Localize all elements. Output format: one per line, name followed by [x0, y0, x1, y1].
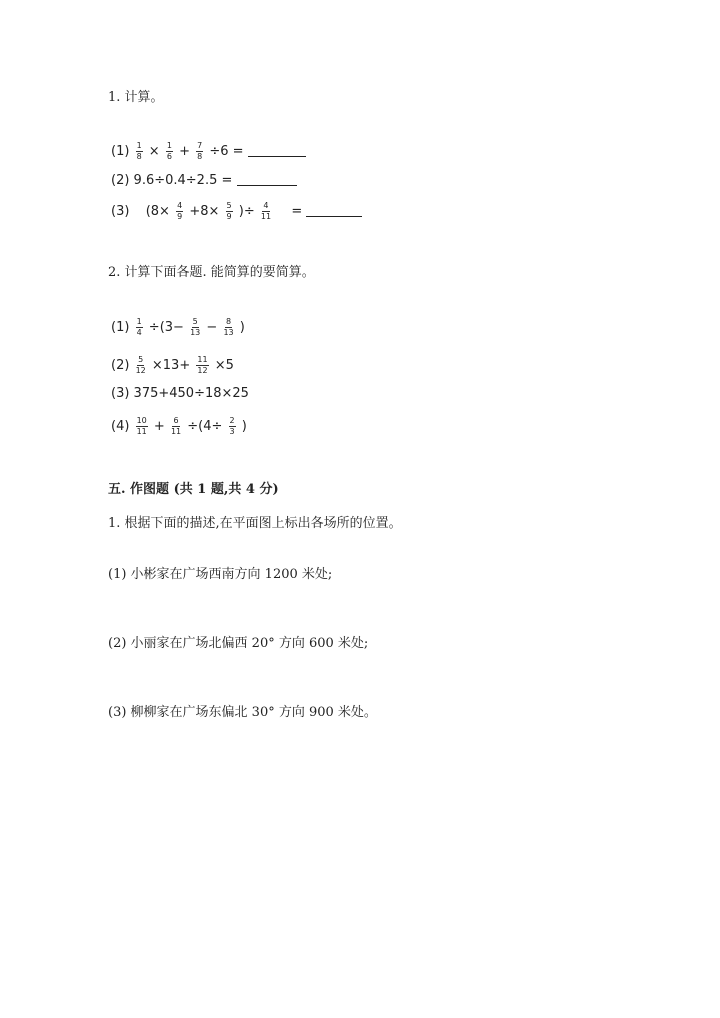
problem-1-2: (2) 9.6÷0.4÷2.5 =: [111, 174, 297, 187]
fraction: $\frac{7}{8}$: [197, 141, 203, 161]
fraction: $\frac{5}{12}$: [135, 355, 146, 375]
fraction: $\frac{5}{13}$: [190, 317, 201, 337]
problem-2-2: (2) $\frac{5}{12}$ ×13+ $\frac{11}{12}$ ×5: [111, 355, 234, 375]
fraction: $\frac{1}{8}$: [136, 141, 142, 161]
problem-1-1: (1) $\frac{1}{8}$ × $\frac{1}{6}$ + $\frac{7}{8}$ ÷6 =: [111, 142, 306, 161]
question-text: 1. 根据下面的描述,在平面图上标出各场所的位置。: [108, 516, 402, 531]
section-1-title: 1. 计算。: [108, 90, 164, 105]
list-item: (3) 柳柳家在广场东偏北 30° 方向 900 米处。: [108, 705, 377, 720]
section-heading: 五. 作图题 (共 1 题,共 4 分): [108, 482, 279, 497]
answer-blank[interactable]: [248, 155, 306, 157]
fraction: $\frac{10}{11}$: [136, 416, 147, 436]
fraction: $\frac{2}{3}$: [229, 416, 235, 436]
answer-blank[interactable]: [306, 215, 362, 217]
fraction: $\frac{6}{11}$: [170, 416, 182, 436]
fraction: $\frac{4}{9}$: [177, 201, 183, 221]
fraction: $\frac{11}{12}$: [197, 355, 208, 375]
problem-index: (4): [111, 419, 130, 434]
fraction: $\frac{1}{4}$: [136, 317, 142, 337]
problem-1-3: (3) (8× $\frac{4}{9}$ +8× $\frac{5}{9}$ )÷ $\frac{4}{11}$ =: [111, 202, 362, 221]
problem-2-3: (3) 375+450÷18×25: [111, 386, 249, 401]
fraction: $\frac{8}{13}$: [223, 317, 234, 337]
problem-index: (1): [111, 144, 130, 159]
answer-blank[interactable]: [237, 184, 297, 186]
fraction: $\frac{1}{6}$: [166, 141, 172, 161]
problem-2-4: (4) $\frac{10}{11}$ + $\frac{6}{11}$ ÷(4÷ $\frac{2}{3}$ ): [111, 416, 247, 436]
problem-2-1: (1) $\frac{1}{4}$ ÷(3− $\frac{5}{13}$ − $\frac{8}{13}$ ): [111, 317, 245, 337]
fraction: $\frac{4}{11}$: [260, 201, 272, 221]
problem-index: (3): [111, 204, 130, 219]
problem-index: (2): [111, 358, 130, 373]
section-2-title: 2. 计算下面各题. 能简算的要简算。: [108, 265, 315, 280]
fraction: $\frac{5}{9}$: [226, 201, 232, 221]
list-item: (1) 小彬家在广场西南方向 1200 米处;: [108, 567, 333, 582]
problem-index: (1): [111, 320, 130, 335]
list-item: (2) 小丽家在广场北偏西 20° 方向 600 米处;: [108, 636, 369, 651]
